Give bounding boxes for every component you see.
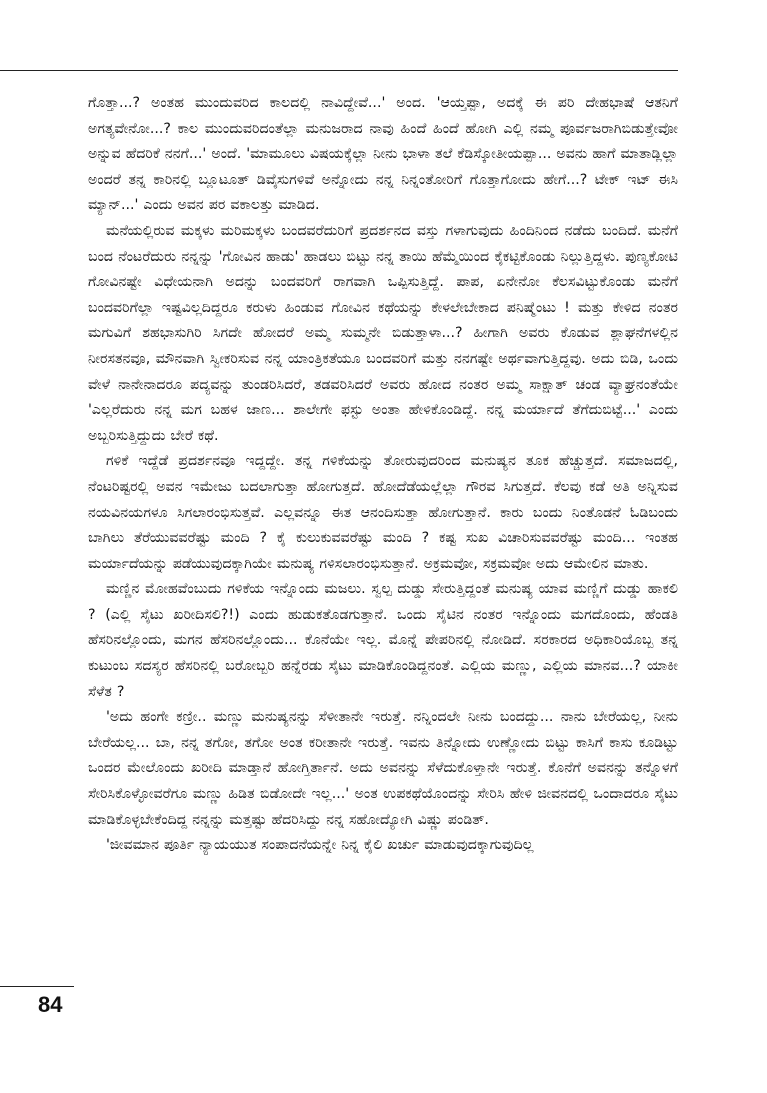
page-number-rule xyxy=(0,986,74,987)
paragraph-1: ಗೊತ್ತಾ...? ಅಂತಹ ಮುಂದುವರಿದ ಕಾಲದಲ್ಲಿ ನಾವಿದ್ದೇವೆ...' ಅಂದ. 'ಆಯ್ತಪ್ಪಾ, ಅದಕ್ಕೆ ಈ ಪರಿ ದೇಹಭಾಷೆ ಆತನಿಗೆ ಅಗತ್ಯವೇನೋ...? ಕಾಲ ಮುಂದುವರಿದಂತೆಲ್ಲಾ ಮನುಜರಾದ ನಾವು ಹಿಂದೆ ಹಿಂದೆ ಹೋಗಿ ಎಲ್ಲಿ ನಮ್ಮ ಪೂರ್ವಜರಾಗಿಬಿಡುತ್ತೇವೋ ಅನ್ನುವ ಹೆದರಿಕೆ ನನಗೆ...' ಅಂದೆ. 'ಮಾಮೂಲು ವಿಷಯಕ್ಕೆಲ್ಲಾ ನೀನು ಭಾಳಾ ತಲೆ ಕೆಡಿಸ್ಕೋತೀಯಪ್ಪಾ... ಅವನು ಹಾಗೆ ಮಾತಾಡ್ಲಿಲ್ಲಾ ಅಂದರೆ ತನ್ನ ಕಾರಿನಲ್ಲಿ ಬ್ಲೂಟೂತ್ ಡಿವೈಸುಗಳಿವೆ ಅನ್ನೋದು ನನ್ನ ನಿನ್ನಂತೋರಿಗೆ ಗೊತ್ತಾಗೋದು ಹೇಗೆ...? ಟೇಕ್ ಇಟ್ ಈಸಿ ಮ್ಯಾನ್...' ಎಂದು ಅವನ ಪರ ವಕಾಲತ್ತು ಮಾಡಿದ. xyxy=(88,95,678,214)
top-rule xyxy=(0,70,678,71)
page-number: 84 xyxy=(38,992,63,1017)
paragraph-2: ಮನೆಯಲ್ಲಿರುವ ಮಕ್ಕಳು ಮರಿಮಕ್ಕಳು ಬಂದವರೆದುರಿಗೆ ಪ್ರದರ್ಶನದ ವಸ್ತು ಗಳಾಗುವುದು ಹಿಂದಿನಿಂದ ನಡೆದು ಬಂದಿದೆ. ಮನೆಗೆ ಬಂದ ನೆಂಟರೆದುರು ನನ್ನನ್ನು 'ಗೋವಿನ ಹಾಡು' ಹಾಡಲು ಬಿಟ್ಟು ನನ್ನ ತಾಯಿ ಹೆಮ್ಮೆಯಿಂದ ಕೈಕಟ್ಟಿಕೊಂಡು ನಿಲ್ಲುತ್ತಿದ್ದಳು. ಪುಣ್ಯಕೋಟಿ ಗೋವಿನಷ್ಟೇ ವಿಧೇಯನಾಗಿ ಅದನ್ನು ಬಂದವರಿಗೆ ರಾಗವಾಗಿ ಒಪ್ಪಿಸುತ್ತಿದ್ದೆ. ಪಾಪ, ಏನೇನೋ ಕೆಲಸವಿಟ್ಟುಕೊಂಡು ಮನೆಗೆ ಬಂದವರಿಗೆಲ್ಲಾ ಇಷ್ಟವಿಲ್ಲದಿದ್ದರೂ ಕರುಳು ಹಿಂಡುವ ಗೋವಿನ ಕಥೆಯನ್ನು ಕೇಳಲೇಬೇಕಾದ ಪನಿಷ್ಮೆಂಟು ! ಮತ್ತು ಕೇಳಿದ ನಂತರ ಮಗುವಿಗೆ ಶಹಭಾಸುಗಿರಿ ಸಿಗದೇ ಹೋದರೆ ಅಮ್ಮ ಸುಮ್ಮನೇ ಬಿಡುತ್ತಾಳಾ...? ಹೀಗಾಗಿ ಅವರು ಕೊಡುವ ಶ್ಲಾಘನೆಗಳಲ್ಲಿನ ನೀರಸತನವೂ, ಮೌನವಾಗಿ ಸ್ವೀಕರಿಸುವ ನನ್ನ ಯಾಂತ್ರಿಕತೆಯೂ ಬಂದವರಿಗೆ ಮತ್ತು ನನಗಷ್ಟೇ ಅರ್ಥವಾಗುತ್ತಿದ್ದವು. ಅದು ಬಿಡಿ, ಒಂದು ವೇಳೆ ನಾನೇನಾದರೂ ಪದ್ಯವನ್ನು ತುಂಡರಿಸಿದರೆ, ತಡವರಿಸಿದರೆ ಅವರು ಹೋದ ನಂತರ ಅಮ್ಮ ಸಾಕ್ಷಾತ್ ಚಂಡ ವ್ಯಾಘ್ರನಂತೆಯೇ 'ಎಲ್ಲರೆದುರು ನನ್ನ ಮಗ ಬಹಳ ಜಾಣ... ಶಾಲೇಗೇ ಫಸ್ಟು ಅಂತಾ ಹೇಳಿಕೊಂಡಿದ್ದೆ. ನನ್ನ ಮರ್ಯಾದೆ ತೆಗೆದುಬಿಟ್ಟೆ...' ಎಂದು ಅಬ್ಬರಿಸುತ್ತಿದ್ದುದು ಬೇರೆ ಕಥೆ. xyxy=(88,222,678,444)
paragraph-6: 'ಜೀವಮಾನ ಪೂರ್ತಿ ನ್ಯಾಯಯುತ ಸಂಪಾದನೆಯನ್ನೇ ನಿನ್ನ ಕೈಲಿ ಖರ್ಚು ಮಾಡುವುದಕ್ಕಾಗುವುದಿಲ್ಲ xyxy=(106,837,534,854)
paragraph-5: 'ಅದು ಹಂಗೇ ಕಣ್ರೀ.. ಮಣ್ಣು ಮನುಷ್ಯನನ್ನು ಸೆಳೀತಾನೇ ಇರುತ್ತೆ. ನನ್ನಿಂದಲೇ ನೀನು ಬಂದದ್ದು... ನಾನು ಬೇರೆಯಲ್ಲ, ನೀನು ಬೇರೆಯಲ್ಲ... ಬಾ, ನನ್ನ ತಗೋ, ತಗೋ ಅಂತ ಕರೀತಾನೇ ಇರುತ್ತೆ. ಇವನು ತಿನ್ನೋದು ಉಣ್ಣೋದು ಬಿಟ್ಟು ಕಾಸಿಗೆ ಕಾಸು ಕೂಡಿಟ್ಟು ಒಂದರ ಮೇಲೊಂದು ಖರೀದಿ ಮಾಡ್ತಾನೆ ಹೋಗ್ತಿರ್ತಾನೆ. ಅದು ಅವನನ್ನು ಸೆಳೆದುಕೊಳ್ತಾನೇ ಇರುತ್ತೆ. ಕೊನೆಗೆ ಅವನನ್ನು ತನ್ನೊಳಗೆ ಸೇರಿಸಿಕೊಳ್ಳೋವರೆಗೂ ಮಣ್ಣು ಹಿಡಿತ ಬಿಡೋದೇ ಇಲ್ಲ...' ಅಂತ ಉಪಕಥೆಯೊಂದನ್ನು ಸೇರಿಸಿ ಹೇಳಿ ಜೀವನದಲ್ಲಿ ಒಂದಾದರೂ ಸೈಟು ಮಾಡಿಕೊಳ್ಳಬೇಕೆಂದಿದ್ದ ನನ್ನನ್ನು ಮತ್ತಷ್ಟು ಹೆದರಿಸಿದ್ದು ನನ್ನ ಸಹೋದ್ಯೋಗಿ ವಿಷ್ಣು ಪಂಡಿತ್. xyxy=(88,709,678,828)
paragraph-3: ಗಳಿಕೆ ಇದ್ದೆಡೆ ಪ್ರದರ್ಶನವೂ ಇದ್ದದ್ದೇ. ತನ್ನ ಗಳಿಕೆಯನ್ನು ತೋರುವುದರಿಂದ ಮನುಷ್ಯನ ತೂಕ ಹೆಚ್ಚುತ್ತದೆ. ಸಮಾಜದಲ್ಲಿ, ನೆಂಟರಿಷ್ಟರಲ್ಲಿ ಅವನ ಇಮೇಜು ಬದಲಾಗುತ್ತಾ ಹೋಗುತ್ತದೆ. ಹೋದೆಡೆಯಲ್ಲೆಲ್ಲಾ ಗೌರವ ಸಿಗುತ್ತದೆ. ಕೆಲವು ಕಡೆ ಅತಿ ಅನ್ನಿಸುವ ನಯವಿನಯಗಳೂ ಸಿಗಲಾರಂಭಿಸುತ್ತವೆ. ಎಲ್ಲವನ್ನೂ ಈತ ಆನಂದಿಸುತ್ತಾ ಹೋಗುತ್ತಾನೆ. ಕಾರು ಬಂದು ನಿಂತೊಡನೆ ಓಡಿಬಂದು ಬಾಗಿಲು ತೆರೆಯುವವರೆಷ್ಟು ಮಂದಿ ? ಕೈ ಕುಲುಕುವವರೆಷ್ಟು ಮಂದಿ ? ಕಷ್ಟ ಸುಖ ವಿಚಾರಿಸುವವರೆಷ್ಟು ಮಂದಿ... ಇಂತಹ ಮರ್ಯಾದೆಯನ್ನು ಪಡೆಯುವುದಕ್ಕಾಗಿಯೇ ಮನುಷ್ಯ ಗಳಿಸಲಾರಂಭಿಸುತ್ತಾನೆ. ಅಕ್ರಮವೋ, ಸಕ್ರಮವೋ ಅದು ಆಮೇಲಿನ ಮಾತು. xyxy=(88,453,678,572)
paragraph-4: ಮಣ್ಣಿನ ಮೋಹವೆಂಬುದು ಗಳಿಕೆಯ ಇನ್ನೊಂದು ಮಜಲು. ಸ್ವಲ್ಪ ದುಡ್ಡು ಸೇರುತ್ತಿದ್ದಂತೆ ಮನುಷ್ಯ ಯಾವ ಮಣ್ಣಿಗೆ ದುಡ್ಡು ಹಾಕಲಿ ? (ಎಲ್ಲಿ ಸೈಟು ಖರೀದಿಸಲಿ?!) ಎಂದು ಹುಡುಕತೊಡಗುತ್ತಾನೆ. ಒಂದು ಸೈಟಿನ ನಂತರ ಇನ್ನೊಂದು ಮಗದೊಂದು, ಹೆಂಡತಿ ಹೆಸರಿನಲ್ಲೊಂದು, ಮಗನ ಹೆಸರಿನಲ್ಲೊಂದು... ಕೊನೆಯೇ ಇಲ್ಲ. ಮೊನ್ನೆ ಪೇಪರಿನಲ್ಲಿ ನೋಡಿದೆ. ಸರಕಾರದ ಅಧಿಕಾರಿಯೊಬ್ಬ ತನ್ನ ಕುಟುಂಬ ಸದಸ್ಯರ ಹೆಸರಿನಲ್ಲಿ ಬರೋಬ್ಬರಿ ಹನ್ನೆರಡು ಸೈಟು ಮಾಡಿಕೊಂಡಿದ್ದನಂತೆ. ಎಲ್ಲಿಯ ಮಣ್ಣು, ಎಲ್ಲಿಯ ಮಾನವ...? ಯಾಕೀ ಸೆಳೆತ ? xyxy=(88,581,678,700)
body-text xyxy=(88,91,678,859)
